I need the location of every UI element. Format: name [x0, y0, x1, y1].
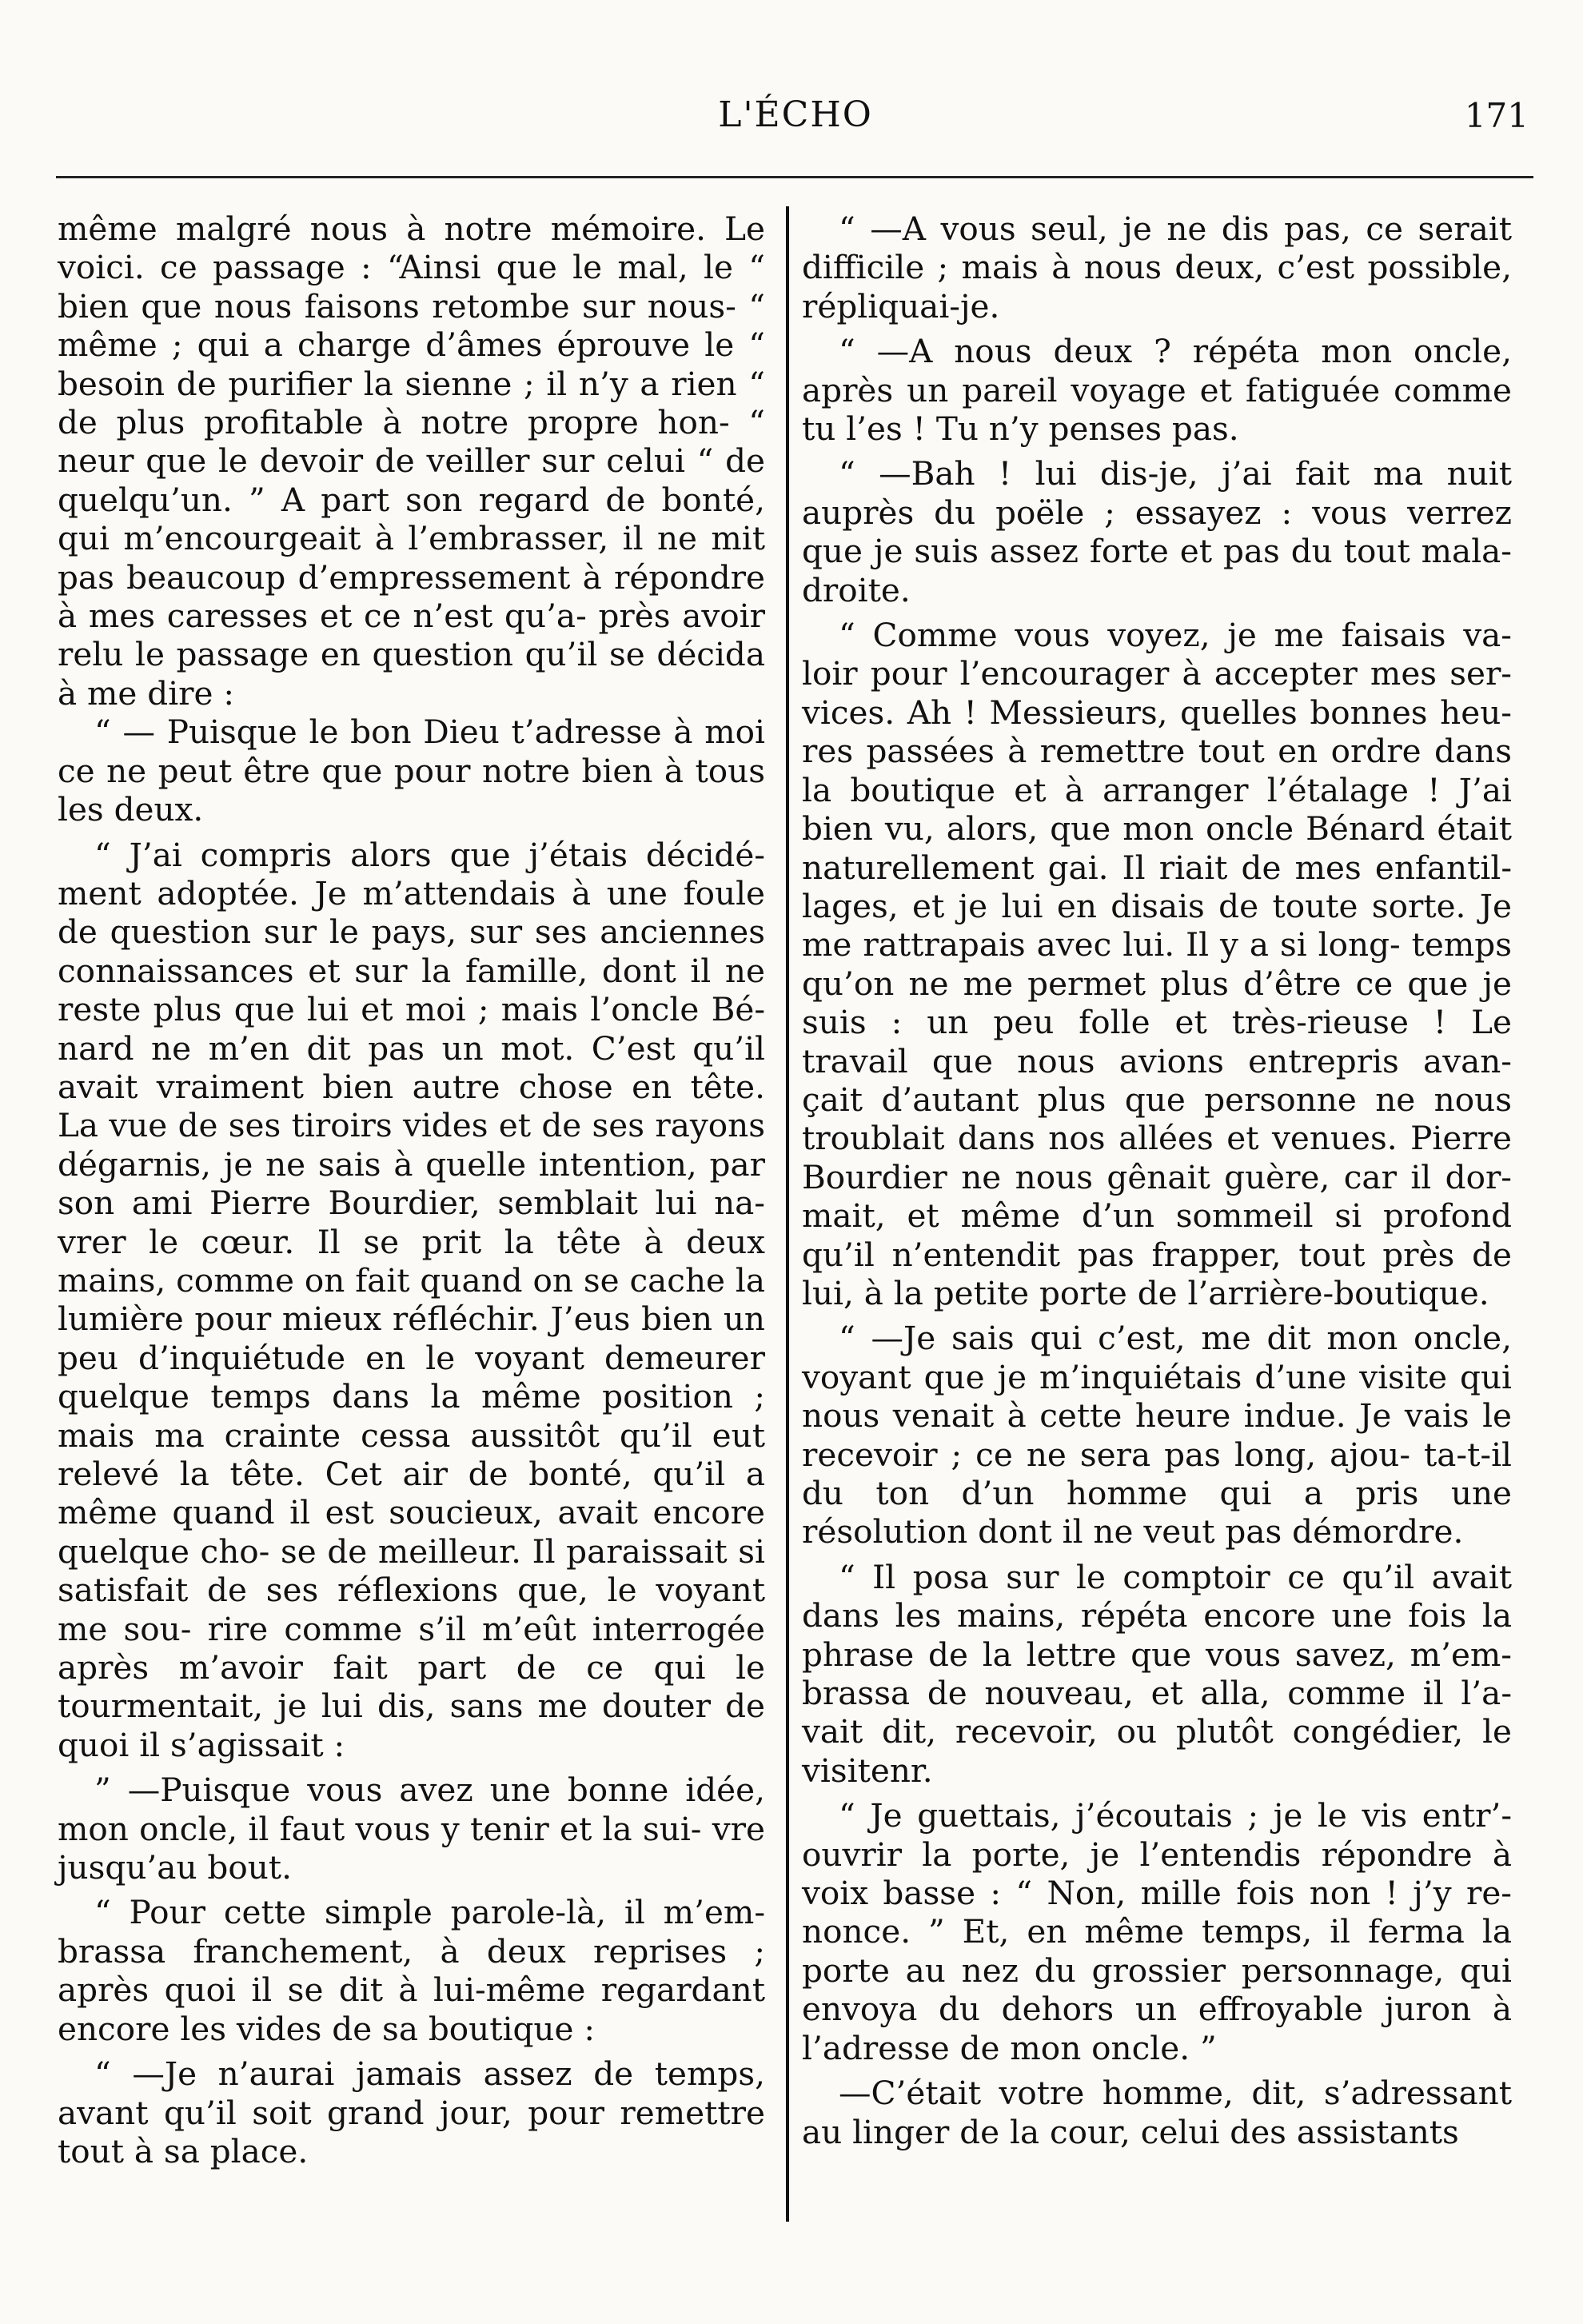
paragraph: ” —Puisque vous avez une bonne idée, mon oncle, il faut vous y tenir et la sui- vre jusqu’au bout. [58, 1771, 765, 1887]
header-rule [56, 176, 1533, 178]
paragraph: “ —A vous seul, je ne dis pas, ce serait difficile ; mais à nous deux, c’est possible, répliquai-je. [802, 210, 1512, 325]
right-column [802, 210, 1512, 2151]
page-number: 171 [1464, 96, 1529, 135]
left-column [58, 210, 765, 2170]
paragraph: “ Il posa sur le comptoir ce qu’il avait dans les mains, répéta encore une fois la phrase de la lettre que vous savez, m’em- brassa de nouveau, et alla, comme il l’a- vait dit, recevoir, ou plutôt congédier, le visitenr. [802, 1557, 1512, 1790]
paragraph: “ —A nous deux ? répéta mon oncle, après un pareil voyage et fatiguée comme tu l’es ! Tu n’y penses pas. [802, 332, 1512, 449]
paragraph: —C’était votre homme, dit, s’adressant au linger de la cour, celui des assistants [802, 2074, 1512, 2151]
paragraph: “ —Bah ! lui dis-je, j’ai fait ma nuit auprès du poële ; essayez : vous verrez que je suis assez forte et pas du tout mala- droite. [802, 454, 1512, 609]
column-divider [786, 206, 789, 2222]
paragraph: “ Comme vous voyez, je me faisais va- loir pour l’encourager à accepter mes ser- vices. Ah ! Messieurs, quelles bonnes heu- res passées à remettre tout en ordre dans la boutique et à arranger l’étalage ! J’ai bien vu, alors, que mon oncle Bénard était naturellement gai. Il riait de mes enfantil- lages, et je lui en disais de toute sorte. Je me rattrapais avec lui. Il y a si long- temps qu’on ne me permet plus d’être ce que je suis : un peu folle et très-rieuse ! Le travail que nous avions entrepris avan- çait d’autant plus que personne ne nous troublait dans nos allées et venues. Pierre Bourdier ne nous gênait guère, car il dor- mait, et même d’un sommeil si profond qu’il n’entendit pas frapper, tout près de lui, à la petite porte de l’arrière-boutique. [802, 616, 1512, 1312]
paragraph: même malgré nous à notre mémoire. Le voici. ce passage : “Ainsi que le mal, le “ bien que nous faisons retombe sur nous- “ même ; qui a charge d’âmes éprouve le “ besoin de purifier la sienne ; il n’y a rien “ de plus profitable à notre propre hon- “ neur que le devoir de veiller sur celui “ de quelqu’un. ” A part son regard de bonté, qui m’encourgeait à l’embrasser, il ne mit pas beaucoup d’empressement à répondre à mes caresses et ce n’est qu’a- près avoir relu le passage en question qu’il se décida à me dire : [58, 210, 765, 713]
running-header [56, 94, 1535, 142]
paragraph: “ Je guettais, j’écoutais ; je le vis entr’- ouvrir la porte, je l’entendis répondre à voix basse : “ Non, mille fois non ! j’y re- nonce. ” Et, en même temps, il ferma la porte au nez du grossier personnage, qui envoya du dehors un effroyable juron à l’adresse de mon oncle. ” [802, 1796, 1512, 2067]
paragraph: “ J’ai compris alors que j’étais décidé- ment adoptée. Je m’attendais à une foule de question sur le pays, sur ses anciennes connaissances et sur la famille, dont il ne reste plus que lui et moi ; mais l’oncle Bé- nard ne m’en dit pas un mot. C’est qu’il avait vraiment bien autre chose en tête. La vue de ses tiroirs vides et de ses rayons dégarnis, je ne sais à quelle intention, par son ami Pierre Bourdier, semblait lui na- vrer le cœur. Il se prit la tête à deux mains, comme on fait quand on se cache la lumière pour mieux réfléchir. J’eus bien un peu d’inquiétude en le voyant demeurer quelque temps dans la même position ; mais ma crainte cessa aussitôt qu’il eut relevé la tête. Cet air de bonté, qu’il a même quand il est soucieux, avait encore quelque cho- se de meilleur. Il paraissait si satisfait de ses réflexions que, le voyant me sou- rire comme s’il m’eût interrogée après m’avoir fait part de ce qui le tourmentait, je lui dis, sans me douter de quoi il s’agissait : [58, 835, 765, 1764]
journal-title: L'ÉCHO [718, 94, 873, 135]
paragraph: “ Pour cette simple parole-là, il m’em- brassa franchement, à deux reprises ; après quoi il se dit à lui-même regardant encore les vides de sa boutique : [58, 1893, 765, 2048]
paragraph: “ — Puisque le bon Dieu t’adresse à moi ce ne peut être que pour notre bien à tous les deux. [58, 713, 765, 829]
paragraph: “ —Je sais qui c’est, me dit mon oncle, voyant que je m’inquiétais d’une visite qui nous venait à cette heure indue. Je vais le recevoir ; ce ne sera pas long, ajou- ta-t-il du ton d’un homme qui a pris une résolution dont il ne veut pas démordre. [802, 1319, 1512, 1551]
paragraph: “ —Je n’aurai jamais assez de temps, avant qu’il soit grand jour, pour remettre tout à sa place. [58, 2054, 765, 2170]
